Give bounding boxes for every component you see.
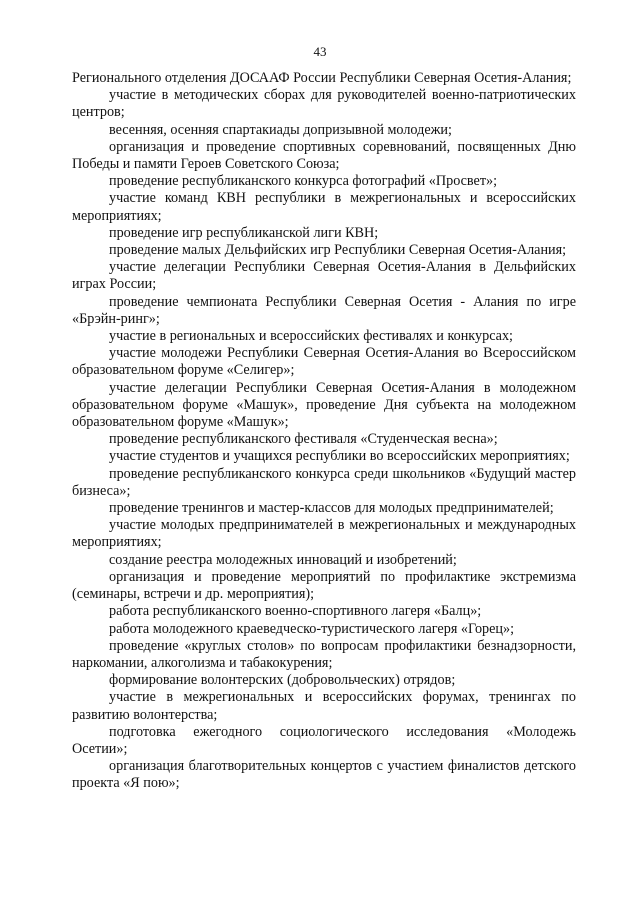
paragraph: участие молодежи Республики Северная Осетия-Алания во Всероссийском образовательном форуме «Селигер»;	[72, 345, 576, 379]
paragraph: работа республиканского военно-спортивного лагеря «Балц»;	[109, 603, 482, 620]
paragraph: формирование волонтерских (добровольческих) отрядов;	[109, 672, 456, 689]
page-number: 43	[313, 44, 327, 59]
paragraph: проведение «круглых столов» по вопросам профилактики безнадзорности, наркомании, алкоголизма и табакокурения;	[72, 637, 576, 671]
paragraph: участие студентов и учащихся республики во всероссийских мероприятиях;	[109, 448, 570, 465]
document-body	[72, 70, 576, 793]
paragraph: создание реестра молодежных инноваций и изобретений;	[109, 551, 457, 568]
paragraph: подготовка ежегодного социологического исследования «Молодежь Осетии»;	[72, 723, 576, 757]
paragraph: проведение игр республиканской лиги КВН;	[109, 224, 379, 241]
paragraph: участие в методических сборах для руководителей военно-патриотических центров;	[72, 87, 576, 121]
paragraph: проведение республиканского конкурса среди школьников «Будущий мастер бизнеса»;	[72, 465, 576, 499]
paragraph: участие делегации Республики Северная Осетия-Алания в Дельфийских играх России;	[72, 259, 576, 293]
paragraph: организация благотворительных концертов с участием финалистов детского проекта «Я пою»;	[72, 758, 576, 792]
paragraph: проведение республиканского конкурса фотографий «Просвет»;	[109, 173, 498, 190]
paragraph: проведение малых Дельфийских игр Республики Северная Осетия-Алания;	[109, 242, 567, 259]
paragraph: участие в региональных и всероссийских фестивалях и конкурсах;	[109, 328, 513, 345]
paragraph: Регионального отделения ДОСААФ России Республики Северная Осетия-Алания;	[72, 70, 572, 86]
paragraph: участие команд КВН республики в межрегиональных и всероссийских мероприятиях;	[72, 190, 576, 224]
paragraph: проведение тренингов и мастер-классов для молодых предпринимателей;	[109, 500, 554, 517]
paragraph: участие в межрегиональных и всероссийских форумах, тренингах по развитию волонтерства;	[72, 689, 576, 723]
paragraph: проведение республиканского фестиваля «Студенческая весна»;	[109, 431, 498, 448]
paragraph: участие молодых предпринимателей в межрегиональных и международных мероприятиях;	[72, 517, 576, 551]
paragraph: участие делегации Республики Северная Осетия-Алания в молодежном образовательном форуме «Машук», проведение Дня субъекта на молодежном образовательном форуме «Машук»;	[72, 379, 576, 431]
paragraph: работа молодежного краеведческо-туристического лагеря «Горец»;	[109, 620, 515, 637]
paragraph: проведение чемпионата Республики Северная Осетия - Алания по игре «Брэйн-ринг»;	[72, 293, 576, 327]
paragraph: весенняя, осенняя спартакиады допризывной молодежи;	[109, 121, 452, 138]
paragraph: организация и проведение мероприятий по профилактике экстремизма (семинары, встречи и др. мероприятия);	[72, 568, 576, 603]
paragraph: организация и проведение спортивных соревнований, посвященных Дню Победы и памяти Героев Советского Союза;	[72, 138, 576, 173]
